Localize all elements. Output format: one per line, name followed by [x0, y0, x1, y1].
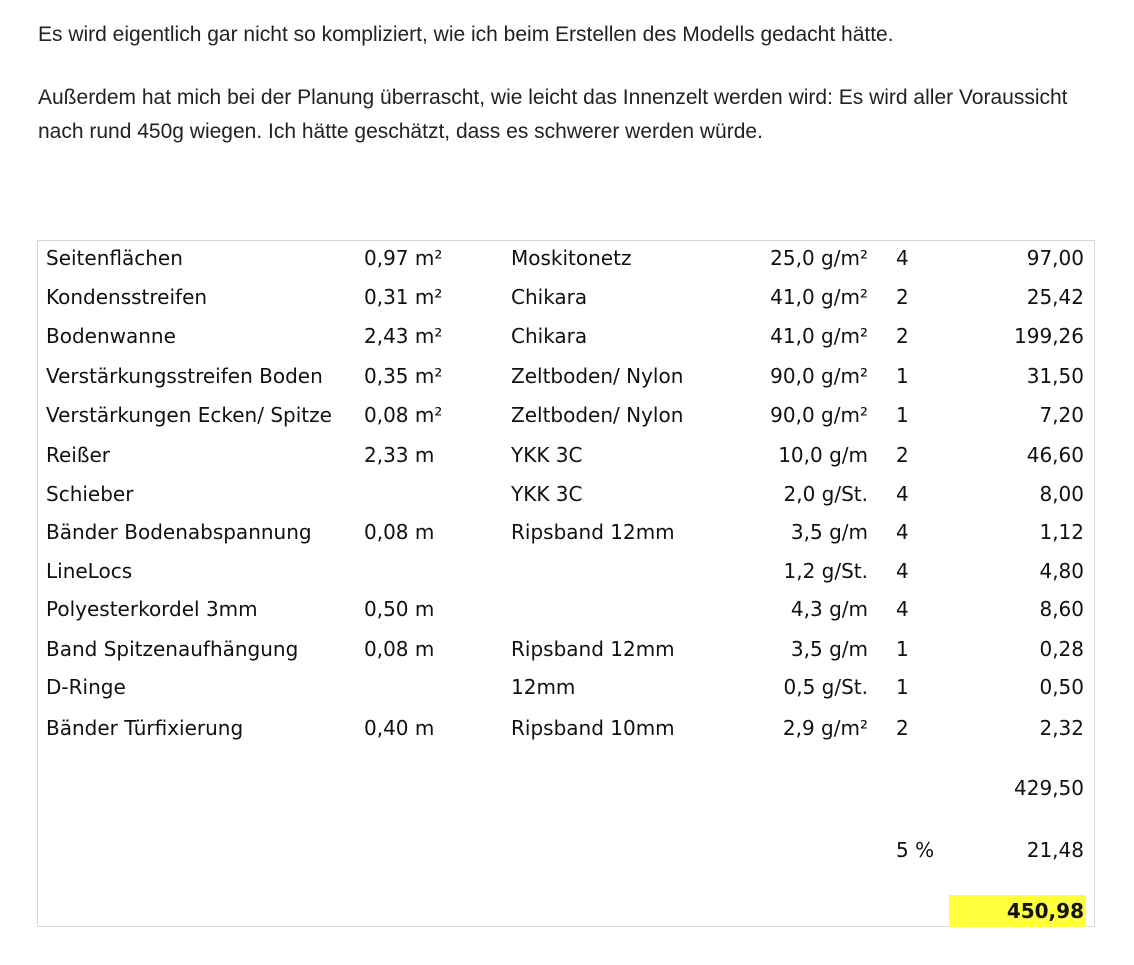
item-quantity: 0,35 m² — [364, 364, 443, 388]
item-material: Ripsband 12mm — [511, 520, 675, 544]
item-unit-weight: 0,5 g/St. — [783, 675, 868, 699]
item-quantity: 2,33 m — [364, 443, 435, 467]
item-count: 1 — [896, 675, 909, 699]
item-count: 4 — [896, 482, 909, 506]
item-name: Bänder Türfixierung — [46, 716, 244, 740]
item-unit-weight: 90,0 g/m² — [770, 403, 868, 427]
table-row — [38, 321, 1094, 351]
item-quantity: 0,31 m² — [364, 285, 443, 309]
item-unit-weight: 1,2 g/St. — [783, 559, 868, 583]
item-name: Verstärkungen Ecken/ Spitze — [46, 403, 332, 427]
item-total: 97,00 — [1026, 246, 1084, 270]
item-material: Chikara — [511, 324, 588, 348]
item-unit-weight: 3,5 g/m — [790, 520, 868, 544]
item-unit-weight: 90,0 g/m² — [770, 364, 868, 388]
item-material: 12mm — [511, 675, 576, 699]
item-material: Ripsband 10mm — [511, 716, 675, 740]
item-count: 2 — [896, 324, 909, 348]
item-count: 1 — [896, 403, 909, 427]
table-row — [38, 400, 1094, 430]
item-unit-weight: 4,3 g/m — [790, 597, 868, 621]
item-name: Bänder Bodenabspannung — [46, 520, 312, 544]
surcharge-row — [38, 835, 1094, 865]
item-material: Zeltboden/ Nylon — [511, 403, 684, 427]
item-name: Bodenwanne — [46, 324, 176, 348]
weight-table — [37, 240, 1095, 927]
item-quantity: 0,08 m — [364, 520, 435, 544]
table-row — [38, 634, 1094, 664]
item-count: 2 — [896, 443, 909, 467]
subtotal-row — [38, 773, 1094, 803]
subtotal-value: 429,50 — [1014, 776, 1084, 800]
item-total: 7,20 — [1039, 403, 1084, 427]
item-count: 4 — [896, 246, 909, 270]
item-total: 199,26 — [1014, 324, 1084, 348]
surcharge-percent: 5 % — [896, 838, 935, 862]
item-unit-weight: 10,0 g/m — [778, 443, 868, 467]
intro-paragraph: Es wird eigentlich gar nicht so kompliziert, wie ich beim Erstellen des Modells gedacht hätte. — [38, 23, 894, 46]
item-unit-weight: 2,0 g/St. — [783, 482, 868, 506]
planning-paragraph: Außerdem hat mich bei der Planung überrascht, wie leicht das Innenzelt werden wird: Es wird aller Voraussicht nach rund 450g wiegen. Ich hätte geschätzt, dass es schwerer werden würde. — [38, 86, 1068, 143]
table-row — [38, 713, 1094, 743]
item-count: 1 — [896, 637, 909, 661]
item-name: Band Spitzenaufhängung — [46, 637, 299, 661]
item-material: Chikara — [511, 285, 588, 309]
item-name: Verstärkungsstreifen Boden — [46, 364, 323, 388]
item-material: YKK 3C — [511, 482, 583, 506]
table-row — [38, 440, 1094, 470]
item-quantity: 0,08 m² — [364, 403, 443, 427]
item-material: Moskitonetz — [511, 246, 632, 270]
item-name: D-Ringe — [46, 675, 126, 699]
item-total: 0,28 — [1039, 637, 1084, 661]
item-unit-weight: 2,9 g/m² — [782, 716, 868, 740]
item-unit-weight: 25,0 g/m² — [770, 246, 868, 270]
item-count: 1 — [896, 364, 909, 388]
surcharge-value: 21,48 — [1026, 838, 1084, 862]
table-row — [38, 556, 1094, 586]
item-unit-weight: 41,0 g/m² — [770, 285, 868, 309]
item-material: Ripsband 12mm — [511, 637, 675, 661]
item-count: 2 — [896, 716, 909, 740]
item-material: YKK 3C — [511, 443, 583, 467]
item-unit-weight: 41,0 g/m² — [770, 324, 868, 348]
item-quantity: 0,40 m — [364, 716, 435, 740]
item-quantity: 0,97 m² — [364, 246, 443, 270]
item-count: 2 — [896, 285, 909, 309]
table-row — [38, 282, 1094, 312]
item-count: 4 — [896, 520, 909, 544]
item-total: 8,60 — [1039, 597, 1084, 621]
item-quantity: 0,50 m — [364, 597, 435, 621]
item-total: 4,80 — [1039, 559, 1084, 583]
item-count: 4 — [896, 559, 909, 583]
table-row — [38, 361, 1094, 391]
table-row — [38, 672, 1094, 702]
item-name: Schieber — [46, 482, 134, 506]
table-row — [38, 594, 1094, 624]
grand-total-value: 450,98 — [1006, 899, 1084, 923]
item-count: 4 — [896, 597, 909, 621]
item-quantity: 2,43 m² — [364, 324, 443, 348]
item-total: 8,00 — [1039, 482, 1084, 506]
item-total: 31,50 — [1026, 364, 1084, 388]
item-total: 25,42 — [1026, 285, 1084, 309]
item-name: Kondensstreifen — [46, 285, 208, 309]
item-name: LineLocs — [46, 559, 133, 583]
item-total: 0,50 — [1039, 675, 1084, 699]
item-name: Reißer — [46, 443, 110, 467]
item-name: Polyesterkordel 3mm — [46, 597, 258, 621]
item-total: 2,32 — [1039, 716, 1084, 740]
item-total: 46,60 — [1026, 443, 1084, 467]
item-name: Seitenflächen — [46, 246, 183, 270]
item-unit-weight: 3,5 g/m — [790, 637, 868, 661]
table-row — [38, 243, 1094, 273]
item-total: 1,12 — [1039, 520, 1084, 544]
table-row — [38, 479, 1094, 509]
table-row — [38, 517, 1094, 547]
item-material: Zeltboden/ Nylon — [511, 364, 684, 388]
item-quantity: 0,08 m — [364, 637, 435, 661]
